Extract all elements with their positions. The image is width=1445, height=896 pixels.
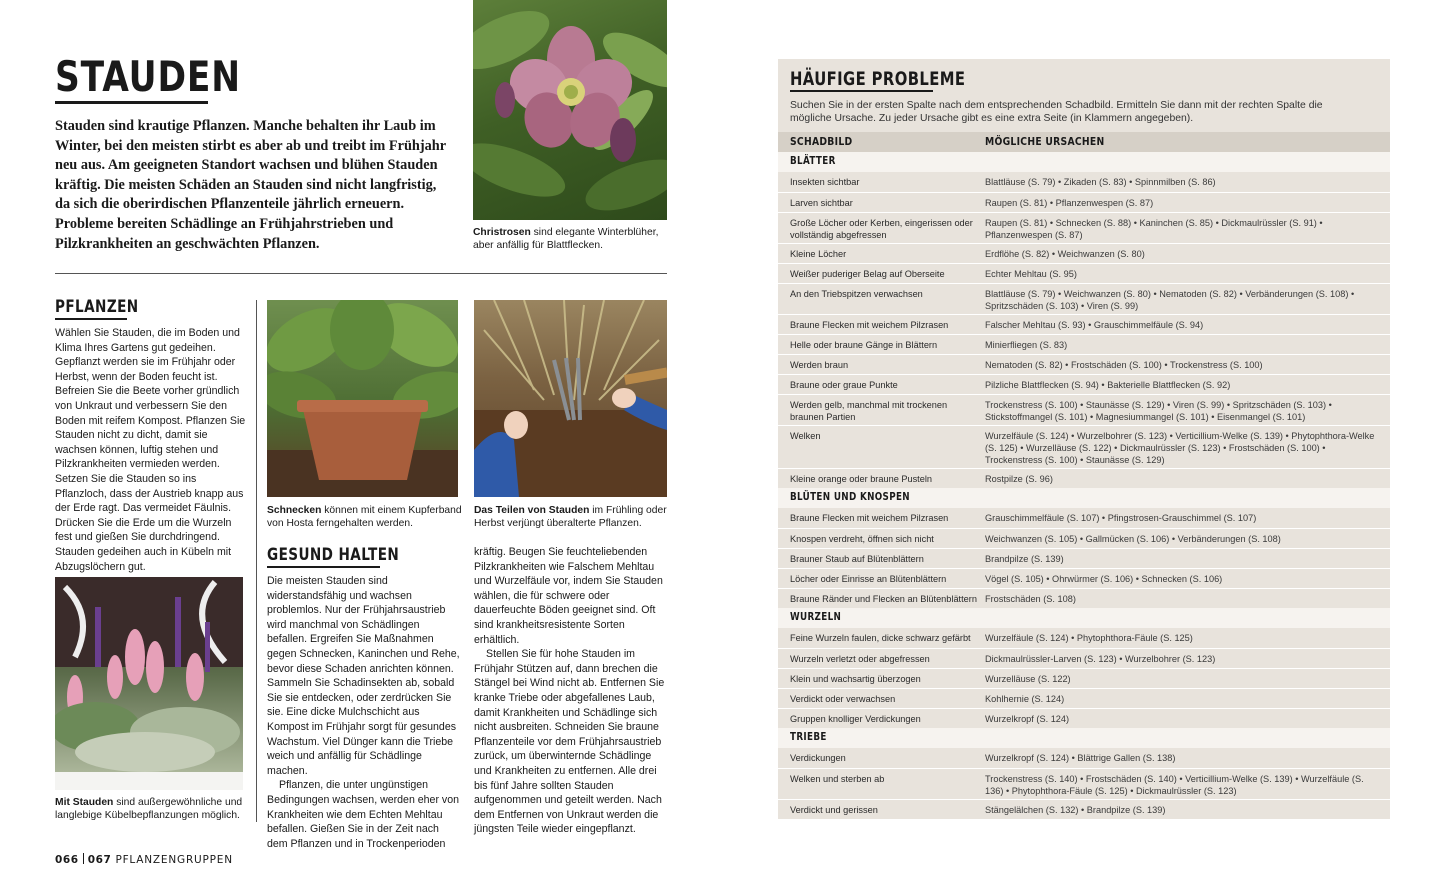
category-row [778, 608, 1390, 628]
cause-cell: Trockenstress (S. 100) • Staunässe (S. 129) • Viren (S. 99) • Spritzschäden (S. 103) • Stickstoffmangel (S. 101) • Magnesiummangel (S. 101) • Eisenmangel (S. 101) [985, 400, 1332, 422]
symptom-cell: Kleine orange oder braune Pusteln [790, 474, 932, 484]
cause-cell: Wurzelkropf (S. 124) [985, 714, 1070, 724]
table-body [778, 152, 1390, 819]
cause-cell: Wurzelläuse (S. 122) [985, 674, 1071, 684]
category-row [778, 488, 1390, 508]
category-row [778, 728, 1390, 748]
cause-cell: Erdflöhe (S. 82) • Weichwanzen (S. 80) [985, 249, 1145, 259]
table-row [778, 668, 1390, 688]
symptom-cell: Große Löcher oder Kerben, eingerissen oder vollständig abgefressen [790, 218, 973, 240]
category-label: WURZELN [790, 612, 842, 623]
symptom-cell: Braune oder graue Punkte [790, 380, 898, 390]
table-row [778, 648, 1390, 668]
category-rows [778, 748, 1390, 819]
gesund-col2-paragraph-1: kräftig. Beugen Sie feuchteliebenden Pilzkrankheiten wie Falschem Mehltau und Wurzelfäule vor, indem Sie Stauden wählen, die für schwere oder dauerfeuchte Böden geeignet sind. Oft sind krankheitsresistente Sorten erhältlich. [474, 546, 663, 646]
table-header [778, 132, 1390, 152]
section-divider [55, 273, 667, 274]
symptom-cell: Verdickungen [790, 753, 846, 763]
table-row [778, 468, 1390, 488]
table-row [778, 799, 1390, 819]
table-row [778, 374, 1390, 394]
container-planting-photo [55, 577, 243, 790]
symptom-cell: Weißer puderiger Belag auf Oberseite [790, 269, 945, 279]
page-title: STAUDEN [55, 52, 241, 101]
symptom-cell: Feine Wurzeln faulen, dicke schwarz gefärbt [790, 633, 971, 643]
cause-cell: Pilzliche Blattflecken (S. 94) • Bakterielle Blattflecken (S. 92) [985, 380, 1231, 390]
table-row [778, 172, 1390, 192]
title-underline [55, 101, 208, 104]
problems-title: HÄUFIGE PROBLEME [790, 68, 966, 90]
cause-cell: Frostschäden (S. 108) [985, 594, 1076, 604]
symptom-cell: Verdickt oder verwachsen [790, 694, 896, 704]
symptom-cell: Kleine Löcher [790, 249, 847, 259]
symptom-cell: Werden braun [790, 360, 849, 370]
cause-cell: Blattläuse (S. 79) • Zikaden (S. 83) • Spinnmilben (S. 86) [985, 177, 1216, 187]
symptom-cell: Helle oder braune Gänge in Blättern [790, 340, 938, 350]
cause-cell: Echter Mehltau (S. 95) [985, 269, 1077, 279]
table-row [778, 508, 1390, 528]
table-row [778, 748, 1390, 768]
category-label: BLÜTEN UND KNOSPEN [790, 492, 910, 503]
teilen-caption: Das Teilen von Stauden im Frühling oder Herbst verjüngt überalterte Pflanzen. [474, 505, 667, 529]
gesund-halten-text-col1 [267, 574, 462, 851]
column-divider [256, 300, 257, 822]
cause-cell: Minierfliegen (S. 83) [985, 340, 1068, 350]
category-label: TRIEBE [790, 732, 827, 743]
header-ursachen: MÖGLICHE URSACHEN [985, 136, 1105, 148]
cause-cell: Wurzelfäule (S. 124) • Wurzelbohrer (S. 123) • Verticillium-Welke (S. 139) • Phytophthora-Welke (S. 125) • Wurzelläuse (S. 122) • Dickmaulrüssler (S. 123) • Frostschäden (S. 100) • Trockenstress (S. 100) • Staunässe (S. 129) [985, 431, 1375, 465]
kuebel-caption: Mit Stauden sind außergewöhnliche und langlebige Kübelbepflanzungen möglich. [55, 797, 243, 821]
header-schadbild: SCHADBILD [790, 136, 853, 148]
symptom-cell: Braune Flecken mit weichem Pilzrasen [790, 320, 949, 330]
category-rows [778, 172, 1390, 488]
page-number-right: 067 [87, 854, 112, 866]
problems-title-underline [790, 90, 933, 92]
table-row [778, 283, 1390, 314]
table-row [778, 212, 1390, 243]
symptom-cell: Insekten sichtbar [790, 177, 860, 187]
cause-cell: Wurzelkropf (S. 124) • Blättrige Gallen (S. 138) [985, 753, 1176, 763]
cause-cell: Stängelälchen (S. 132) • Brandpilze (S. 139) [985, 805, 1166, 815]
cause-cell: Wurzelfäule (S. 124) • Phytophthora-Fäule (S. 125) [985, 633, 1193, 643]
gesund-halten-heading-underline [267, 566, 380, 568]
symptom-cell: An den Triebspitzen verwachsen [790, 289, 923, 299]
table-row [778, 528, 1390, 548]
page-number-left: 066 [55, 854, 79, 866]
category-rows [778, 628, 1390, 728]
cause-cell: Grauschimmelfäule (S. 107) • Pfingstrosen-Grauschimmel (S. 107) [985, 513, 1257, 523]
gesund-col1-paragraph-1: Die meisten Stauden sind widerstandsfähig und wachsen problemlos. Nur der Frühjahrsaustrieb wird manchmal von Schädlingen befallen. Ergreifen Sie Maßnahmen gegen Schnecken, Kaninchen und Rehe, bevor diese Schaden anrichten können. Sammeln Sie Schadinsekten ab, sobald Sie sie entdecken, oder zerdrücken Sie sie. Eine dicke Mulchschicht aus Kompost im Frühjahr sorgt für gesundes Wachstum. Viel Dünger kann die Triebe weich und anfällig für Schädlinge machen. [267, 575, 460, 777]
pflanzen-text: Wählen Sie Stauden, die im Boden und Klima Ihres Gartens gut gedeihen. Gepflanzt werden sie im Frühjahr oder Herbst, wenn der Boden feucht ist. Befreien Sie die Beete vorher gründlich von Unkraut und verbessern Sie den Boden mit reifem Kompost. Pflanzen Sie Stauden nicht zu dicht, damit sie wachsen können, luftig stehen und Pilzkrankheiten vermieden werden. Setzen Sie die Stauden so ins Pflanzloch, dass der Austrieb knapp aus der Erde ragt. Das vermeidet Fäulnis. Drücken Sie die Erde um die Wurzeln fest und gießen Sie durchdringend. Stauden gedeihen auch in Kübeln mit Abzugslöchern gut. [55, 327, 246, 573]
symptom-cell: Braune Flecken mit weichem Pilzrasen [790, 513, 949, 523]
symptom-cell: Larven sichtbar [790, 198, 853, 208]
table-row [778, 588, 1390, 608]
cause-cell: Weichwanzen (S. 105) • Gallmücken (S. 106) • Verbänderungen (S. 108) [985, 534, 1281, 544]
problems-intro: Suchen Sie in der ersten Spalte nach dem entsprechenden Schadbild. Ermitteln Sie dann mit der rechten Spalte die mögliche Ursache. Zu jeder Ursache gibt es eine extra Seite (in Klammern angegeben). [790, 100, 1323, 124]
table-row [778, 354, 1390, 374]
gesund-halten-text-col2 [474, 545, 669, 837]
pflanzen-heading: PFLANZEN [55, 297, 139, 317]
gesund-halten-heading: GESUND HALTEN [267, 545, 400, 565]
table-row [778, 243, 1390, 263]
gesund-col2-paragraph-2: Stellen Sie für hohe Stauden im Frühjahr Stützen auf, dann brechen die Stängel bei Wind nicht ab. Entfernen Sie kranke Triebe oder abgefallenes Laub, damit Krankheiten und Schädlinge sich nicht ausbreiten. Schneiden Sie braune Pflanzenteile vor dem Frühjahrsaustrieb zurück, um überwinternde Schädlinge und Krankheiten zu entfernen. Alle drei bis fünf Jahre sollten Stauden aufgenommen und geteilt werden. Nach dem Entfernen von Unkraut werden die jüngsten Teile wieder eingepflanzt. [474, 648, 665, 836]
table-row [778, 628, 1390, 648]
table-row [778, 314, 1390, 334]
cause-cell: Raupen (S. 81) • Schnecken (S. 88) • Kaninchen (S. 85) • Dickmaulrüssler (S. 91) • Pflanzenwespen (S. 87) [985, 218, 1323, 240]
table-row [778, 768, 1390, 799]
category-label: BLÄTTER [790, 156, 836, 167]
symptom-cell: Verdickt und gerissen [790, 805, 878, 815]
folio-section: PFLANZENGRUPPEN [115, 854, 233, 866]
christrose-photo [473, 0, 667, 220]
cause-cell: Raupen (S. 81) • Pflanzenwespen (S. 87) [985, 198, 1154, 208]
cause-cell: Trockenstress (S. 140) • Frostschäden (S. 140) • Verticillium-Welke (S. 139) • Wurzelfäule (S. 136) • Phytophthora-Fäule (S. 125) • Dickmaulrüssler (S. 123) [985, 774, 1364, 796]
cause-cell: Falscher Mehltau (S. 93) • Grauschimmelfäule (S. 94) [985, 320, 1204, 330]
cause-cell: Dickmaulrüssler-Larven (S. 123) • Wurzelbohrer (S. 123) [985, 654, 1216, 664]
gesund-col1-paragraph-2: Pflanzen, die unter ungünstigen Bedingungen wachsen, werden eher von Krankheiten wie dem Echten Mehltau befallen. Gießen Sie in der Zeit nach dem Pflanzen und in Trockenperioden [267, 779, 460, 850]
category-rows [778, 508, 1390, 608]
table-row [778, 568, 1390, 588]
table-row [778, 192, 1390, 212]
cause-cell: Nematoden (S. 82) • Frostschäden (S. 100) • Trockenstress (S. 100) [985, 360, 1263, 370]
symptom-cell: Wurzeln verletzt oder abgefressen [790, 654, 930, 664]
hosta-pot-photo [267, 300, 458, 497]
cause-cell: Rostpilze (S. 96) [985, 474, 1053, 484]
symptom-cell: Knospen verdreht, öffnen sich nicht [790, 534, 934, 544]
symptom-cell: Löcher oder Einrisse an Blütenblättern [790, 574, 947, 584]
christrose-caption: Christrosen sind elegante Winterblüher, aber anfällig für Blattflecken. [473, 227, 659, 251]
cause-cell: Brandpilze (S. 139) [985, 554, 1064, 564]
cause-cell: Blattläuse (S. 79) • Weichwanzen (S. 80) • Nematoden (S. 82) • Verbänderungen (S. 108) • Spritzschäden (S. 103) • Viren (S. 99) [985, 289, 1355, 311]
table-row [778, 334, 1390, 354]
schnecken-caption: Schnecken können mit einem Kupferband von Hosta ferngehalten werden. [267, 505, 462, 529]
symptom-cell: Klein und wachsartig überzogen [790, 674, 921, 684]
problems-table [778, 132, 1390, 819]
symptom-cell: Werden gelb, manchmal mit trockenen braunen Partien [790, 400, 948, 422]
symptom-cell: Welken und sterben ab [790, 774, 885, 784]
cause-cell: Kohlhernie (S. 124) [985, 694, 1065, 704]
table-row [778, 394, 1390, 425]
category-row [778, 152, 1390, 172]
table-row [778, 548, 1390, 568]
page-folio [55, 853, 233, 866]
symptom-cell: Gruppen knolliger Verdickungen [790, 714, 921, 724]
dividing-perennials-photo [474, 300, 667, 497]
cause-cell: Vögel (S. 105) • Ohrwürmer (S. 106) • Schnecken (S. 106) [985, 574, 1223, 584]
table-row [778, 263, 1390, 283]
table-row [778, 688, 1390, 708]
pflanzen-heading-underline [55, 318, 127, 320]
intro-paragraph: Stauden sind krautige Pflanzen. Manche behalten ihr Laub im Winter, bei den meisten stirbt es aber ab und treibt im Frühjahr neu aus. Am geeigneten Standort wachsen und blühen Stauden kräftig. Die meisten Schäden an Stauden sind nicht langfristig, da sich die oberirdischen Pflanzenteile jährlich erneuern. Probleme bereiten Schädlinge an Frühjahrstrieben und Pilzkrankheiten an geschwächten Pflanzen. [55, 118, 446, 252]
table-row [778, 425, 1390, 468]
symptom-cell: Brauner Staub auf Blütenblättern [790, 554, 924, 564]
symptom-cell: Welken [790, 431, 821, 441]
table-row [778, 708, 1390, 728]
symptom-cell: Braune Ränder und Flecken an Blütenblättern [790, 594, 977, 604]
